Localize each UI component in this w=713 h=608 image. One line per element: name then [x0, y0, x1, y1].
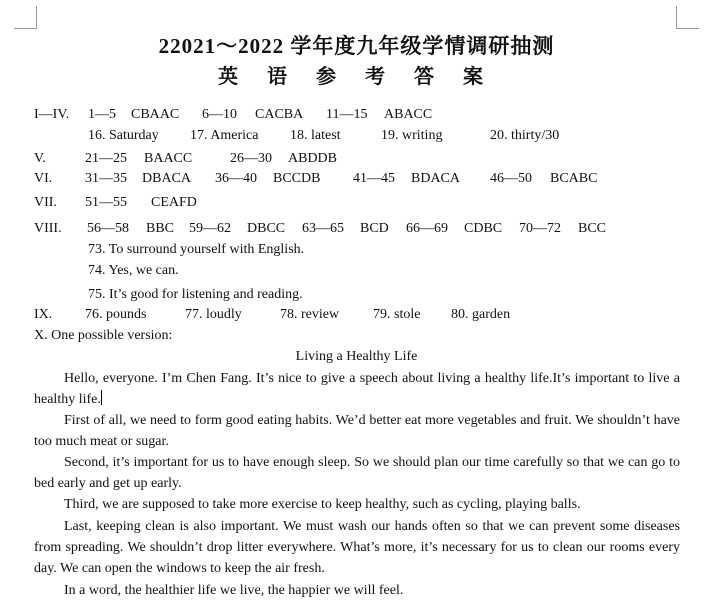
section-label: VII. — [34, 195, 57, 210]
answer-key: BCD — [360, 221, 389, 236]
answer-item: 16. Saturday — [88, 128, 159, 143]
essay-paragraph[interactable]: Second, it’s important for us to have enough sleep. So we should plan our time carefully so that we can go to bed early and get up early. — [34, 455, 680, 491]
answer-range: 66—69 — [406, 221, 448, 236]
answer-range: 41—45 — [353, 171, 395, 186]
section-label: V. — [34, 151, 46, 166]
answer-range: 11—15 — [326, 107, 368, 122]
crop-mark-left — [14, 6, 37, 29]
answer-key: DBCC — [247, 221, 286, 236]
answer-key: BBC — [146, 221, 175, 236]
answer-item: 73. To surround yourself with English. — [88, 242, 305, 257]
answer-key: BDACA — [411, 171, 461, 186]
essay-paragraph[interactable] — [34, 368, 680, 410]
answer-range: 36—40 — [215, 171, 257, 186]
answer-item: 78. review — [280, 307, 340, 322]
answer-range: 21—25 — [85, 151, 127, 166]
answer-item: 19. writing — [381, 128, 443, 143]
answer-key: CEAFD — [151, 195, 197, 210]
answer-range: 31—35 — [85, 171, 127, 186]
answer-range: 51—55 — [85, 195, 127, 210]
answer-key: DBACA — [142, 171, 192, 186]
answer-item: 18. latest — [290, 128, 341, 143]
answer-item: 17. America — [190, 128, 259, 143]
answer-key: CBAAC — [131, 107, 180, 122]
essay-title: Living a Healthy Life — [295, 349, 418, 364]
section-label: IX. — [34, 307, 53, 322]
answer-item: 79. stole — [373, 307, 421, 322]
document-title: 22021～2022 学年度九年级学情调研抽测 — [158, 34, 555, 58]
answer-key: CDBC — [464, 221, 503, 236]
answer-key: BCC — [578, 221, 607, 236]
answer-item: 74. Yes, we can. — [88, 263, 179, 278]
answer-range: 6—10 — [202, 107, 237, 122]
crop-mark-right — [676, 6, 699, 29]
section-label: I—IV. — [34, 107, 70, 122]
answer-key: BAACC — [144, 151, 193, 166]
answer-key: CACBA — [255, 107, 304, 122]
answer-key: BCCDB — [273, 171, 321, 186]
answer-item: 77. loudly — [185, 307, 242, 322]
answer-range: 1—5 — [88, 107, 116, 122]
answer-item: 76. pounds — [85, 307, 147, 322]
answer-item: 75. It’s good for listening and reading. — [88, 287, 303, 302]
answer-range: 46—50 — [490, 171, 532, 186]
section-label: VIII. — [34, 221, 62, 236]
essay-paragraph-text: Hello, everyone. I’m Chen Fang. It’s nice to give a speech about living a healthy life.It’s important to live a healthy life. — [34, 371, 680, 407]
answer-key: ABACC — [384, 107, 433, 122]
answer-key: BCABC — [550, 171, 598, 186]
essay-paragraph[interactable]: In a word, the healthier life we live, the happier we will feel. — [64, 583, 404, 598]
section-label: X. One possible version: — [34, 328, 173, 343]
answer-range: 59—62 — [189, 221, 231, 236]
answer-range: 26—30 — [230, 151, 272, 166]
answer-item: 20. thirty/30 — [490, 128, 560, 143]
essay-paragraph[interactable]: First of all, we need to form good eating habits. We’d better eat more vegetables and fruit. We shouldn’t have too much meat or sugar. — [34, 413, 680, 449]
document-subtitle: 英 语 参 考 答 案 — [218, 66, 495, 88]
text-cursor — [101, 390, 102, 405]
answer-key: ABDDB — [288, 151, 338, 166]
essay-paragraph[interactable]: Third, we are supposed to take more exercise to keep healthy, such as cycling, playing balls. — [64, 497, 581, 512]
answer-range: 63—65 — [302, 221, 344, 236]
answer-range: 70—72 — [519, 221, 561, 236]
section-label: VI. — [34, 171, 53, 186]
answer-range: 56—58 — [87, 221, 129, 236]
answer-item: 80. garden — [451, 307, 511, 322]
essay-paragraph[interactable]: Last, keeping clean is also important. We must wash our hands often so that we can prevent some diseases from spreading. We shouldn’t drop litter everywhere. What’s more, it’s necessary for us to clean our rooms every day. We can open the windows to keep the air fresh. — [34, 519, 680, 576]
